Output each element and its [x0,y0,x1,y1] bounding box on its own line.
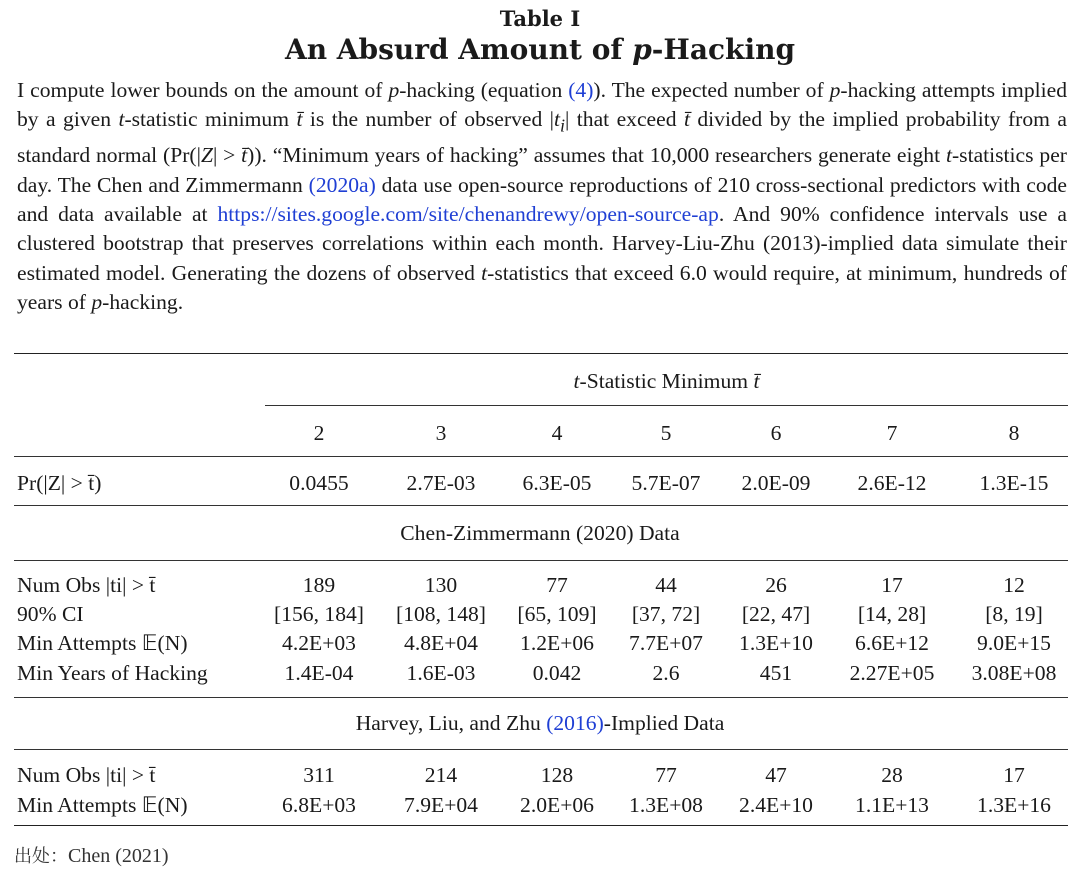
table-cell: 1.4E-04 [284,661,354,685]
table-caption [17,76,1067,318]
row-label-num-obs: Num Obs |ti| > t̄ [17,763,156,787]
source-prefix: 出处： [14,846,68,867]
caption-italic: t [118,107,125,132]
table-cell: 7.7E+07 [629,631,703,655]
table-cell: [156, 184] [274,602,364,626]
table-title: An Absurd Amount of p-Hacking [284,33,796,66]
row-label-ci: 90% CI [17,602,84,626]
source-note [14,842,169,868]
equation-ref-link[interactable]: (4) [568,78,594,102]
column-group-header [265,368,1068,394]
caption-text: -hacking attempts implied by a given [17,78,1068,132]
table-cell: 4.8E+04 [404,631,478,655]
table-cell: 214 [424,763,458,787]
section-title-text: Harvey, Liu, and Zhu [355,711,547,735]
table-cell: 28 [881,763,903,787]
table-cell: [22, 47] [741,602,811,626]
caption-italic: t [481,260,488,285]
caption-text: ). The expected number of [593,78,830,102]
table-cell: 2.6E-12 [857,471,927,495]
table-cell: [37, 72] [631,602,701,626]
section2-title-rule [14,749,1068,750]
caption-text: . And 90% confidence intervals use a clustered bootstrap that preserves correlations within each month. Harvey-Liu-Zhu (2013)-implied data simulate their estimated model. Generating the dozens of observed [17,201,1067,285]
citation-link[interactable]: (2016) [546,711,604,735]
table-cell: 2.7E-03 [406,471,476,495]
column-header: 3 [435,421,447,445]
table-cell: 2.6 [652,661,680,685]
table-cell: 2.4E+10 [739,793,813,817]
table-cell: 47 [765,763,787,787]
table-cell: 1.6E-03 [406,661,476,685]
section-title-harvey-liu-zhu [0,710,1080,736]
caption-subscript: i [560,115,566,136]
column-header: 6 [770,421,782,445]
column-header: 7 [886,421,898,445]
caption-italic: t [554,107,561,132]
caption-italic: p [829,78,841,102]
table-cell: 3.08E+08 [971,661,1057,685]
source-url-link[interactable]: https://sites.google.com/site/chenandrewy/open-source-ap [217,201,719,226]
row-label-min-attempts: Min Attempts 𝔼(N) [17,631,188,655]
caption-italic: t̄ [296,107,303,132]
table-cell: 128 [540,763,574,787]
table-cell: 17 [1003,763,1025,787]
caption-text: | that exceed [565,107,684,132]
caption-italic: p [388,78,400,102]
table-cell: 0.0455 [289,471,349,495]
table-cell: 44 [655,573,677,597]
column-header: 4 [551,421,563,445]
row-label-num-obs: Num Obs |ti| > t̄ [17,573,156,597]
caption-text: -statistics that exceed 6.0 would require, at minimum, hundreds of years of [17,260,1067,315]
table-cell: 2.27E+05 [849,661,935,685]
section1-end-rule [14,697,1068,698]
table-cell: 1.2E+06 [520,631,594,655]
bottom-rule [14,825,1068,826]
table-cell: [8, 19] [985,602,1043,626]
section1-title-rule [14,560,1068,561]
row-label-min-attempts: Min Attempts 𝔼(N) [17,793,188,817]
column-group-header-italic: t [573,369,580,393]
row-label-probability: Pr(|Z| > t̄) [17,471,102,495]
table-cell: 130 [424,573,458,597]
caption-text: )). “Minimum years of hacking” assumes that 10,000 researchers generate eight [247,143,946,168]
caption-text: | > [212,143,242,168]
table-cell: 7.9E+04 [404,793,478,817]
table-cell: 1.1E+13 [855,793,929,817]
column-group-header-tbar: t̄ [753,369,760,393]
caption-italic: p [91,290,103,315]
table-cell: 311 [303,763,335,787]
table-cell: 6.3E-05 [522,471,592,495]
column-header: 8 [1008,421,1020,445]
column-header: 5 [660,421,672,445]
table-label: Table I [499,6,581,31]
caption-text: is the number of observed | [302,107,555,132]
table-cell: 1.3E+08 [629,793,703,817]
prob-row-rule [14,505,1068,506]
table-cell: [14, 28] [857,602,927,626]
caption-text: data use open-source reproductions of 210 cross-sectional predictors with code and data available at [17,172,1068,226]
top-rule [14,353,1068,354]
section-title-chen-zimmermann: Chen-Zimmermann (2020) Data [400,521,680,545]
caption-text: divided by the implied probability from a standard normal (Pr(| [17,107,1067,168]
table-cell: 1.3E+10 [739,631,813,655]
caption-italic: t̄ [241,143,248,168]
table-cell: 1.3E-15 [979,471,1049,495]
table-cell: 9.0E+15 [977,631,1051,655]
source-text: Chen (2021) [68,845,169,867]
row-label-min-years: Min Years of Hacking [17,661,208,685]
table-cell: 17 [881,573,903,597]
header-rule [14,456,1068,457]
caption-italic: Z [200,143,213,168]
caption-italic: t [945,143,952,168]
table-cell: 26 [765,573,787,597]
table-cell: 451 [759,661,793,685]
caption-text: -hacking (equation [399,78,569,102]
table-cell: [65, 109] [517,602,597,626]
citation-link[interactable]: (2020a) [308,172,376,197]
caption-text: -statistic minimum [124,107,297,132]
column-group-header-text: -Statistic Minimum [579,369,754,393]
table-cell: 2.0E-09 [741,471,811,495]
caption-text: -hacking. [102,290,184,315]
table-cell: 4.2E+03 [282,631,356,655]
section-title-text: -Implied Data [603,711,725,735]
table-cell: 12 [1003,573,1025,597]
table-cell: 6.6E+12 [855,631,929,655]
table-cell: [108, 148] [396,602,486,626]
table-cell: 77 [546,573,568,597]
table-cell: 0.042 [532,661,582,685]
table-cell: 5.7E-07 [631,471,701,495]
column-header: 2 [313,421,325,445]
group-header-rule [265,405,1068,406]
caption-text: I compute lower bounds on the amount of [17,78,389,102]
caption-italic: t̄ [683,107,690,132]
table-cell: 2.0E+06 [520,793,594,817]
table-cell: 1.3E+16 [977,793,1051,817]
table-cell: 6.8E+03 [282,793,356,817]
table-cell: 189 [302,573,336,597]
table-cell: 77 [655,763,677,787]
caption-text: -statistics per day. The Chen and Zimmermann [17,143,1067,197]
